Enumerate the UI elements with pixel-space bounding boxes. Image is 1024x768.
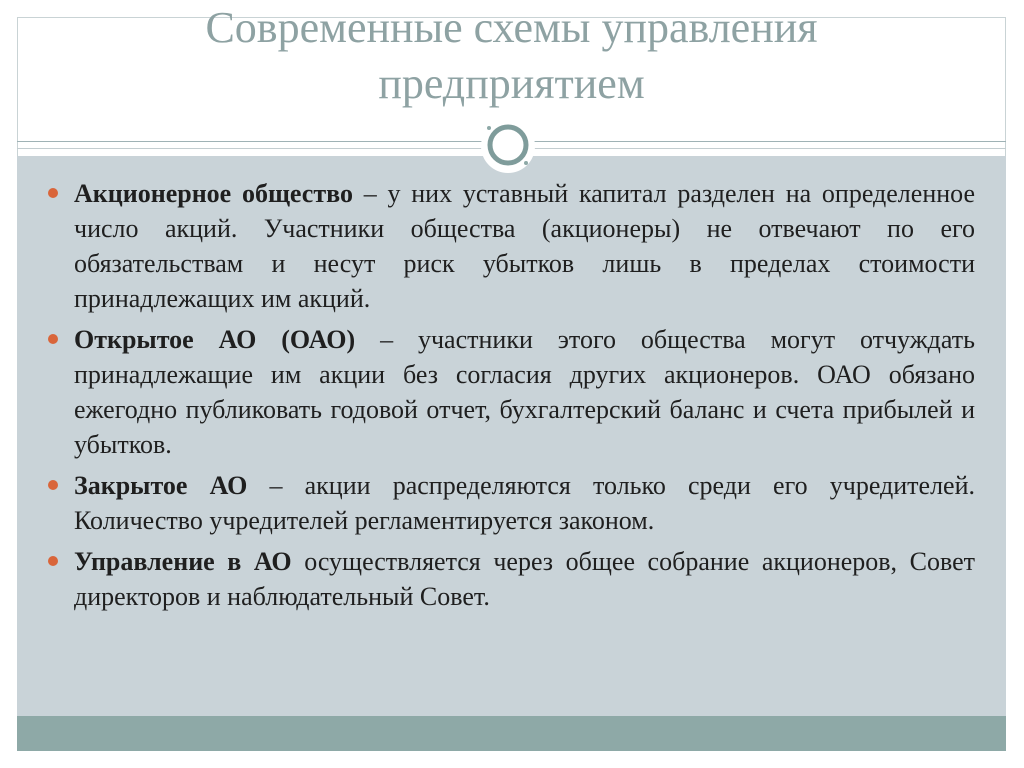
bullet-text: – у них уставный капитал разделен на определенное число акций. Участники общества (акционеры) не отвечают по его обязательствам и несут риск убытков лишь в пределах стоимости принадлежащих им акций.: [74, 179, 975, 313]
bullet-text: – акции распределяются только среди его учредителей. Количество учредителей регламентируется законом.: [74, 471, 976, 535]
bullet-dot-icon: [48, 188, 58, 198]
list-item: [48, 176, 975, 316]
title-line-1: Современные схемы управления: [205, 3, 818, 52]
bullet-text: – участники этого общества могут отчуждать принадлежащие им акции без согласия других акционеров. ОАО обязано ежегодно публиковать годовой отчет, бухгалтерский баланс и счета прибылей и убытков.: [74, 325, 975, 459]
bullet-dot-icon: [48, 556, 58, 566]
list-item: [48, 544, 975, 614]
title-line-2: предприятием: [378, 59, 645, 108]
bullet-term: Закрытое АО: [74, 471, 248, 500]
list-item: [48, 322, 975, 462]
bullet-term: Акционерное общество: [74, 179, 353, 208]
bullet-dot-icon: [48, 334, 58, 344]
ring-ornament-icon: [476, 114, 540, 178]
slide-title: [17, 0, 1006, 112]
bullet-dot-icon: [48, 480, 58, 490]
bullet-term: Управление в АО: [74, 547, 292, 576]
list-item: [48, 468, 975, 538]
bullet-list: [48, 176, 975, 620]
footer-band: [17, 716, 1006, 751]
bullet-text: осуществляется через общее собрание акционеров, Совет директоров и наблюдательный Совет.: [74, 547, 975, 611]
bullet-term: Открытое АО (ОАО): [74, 325, 356, 354]
